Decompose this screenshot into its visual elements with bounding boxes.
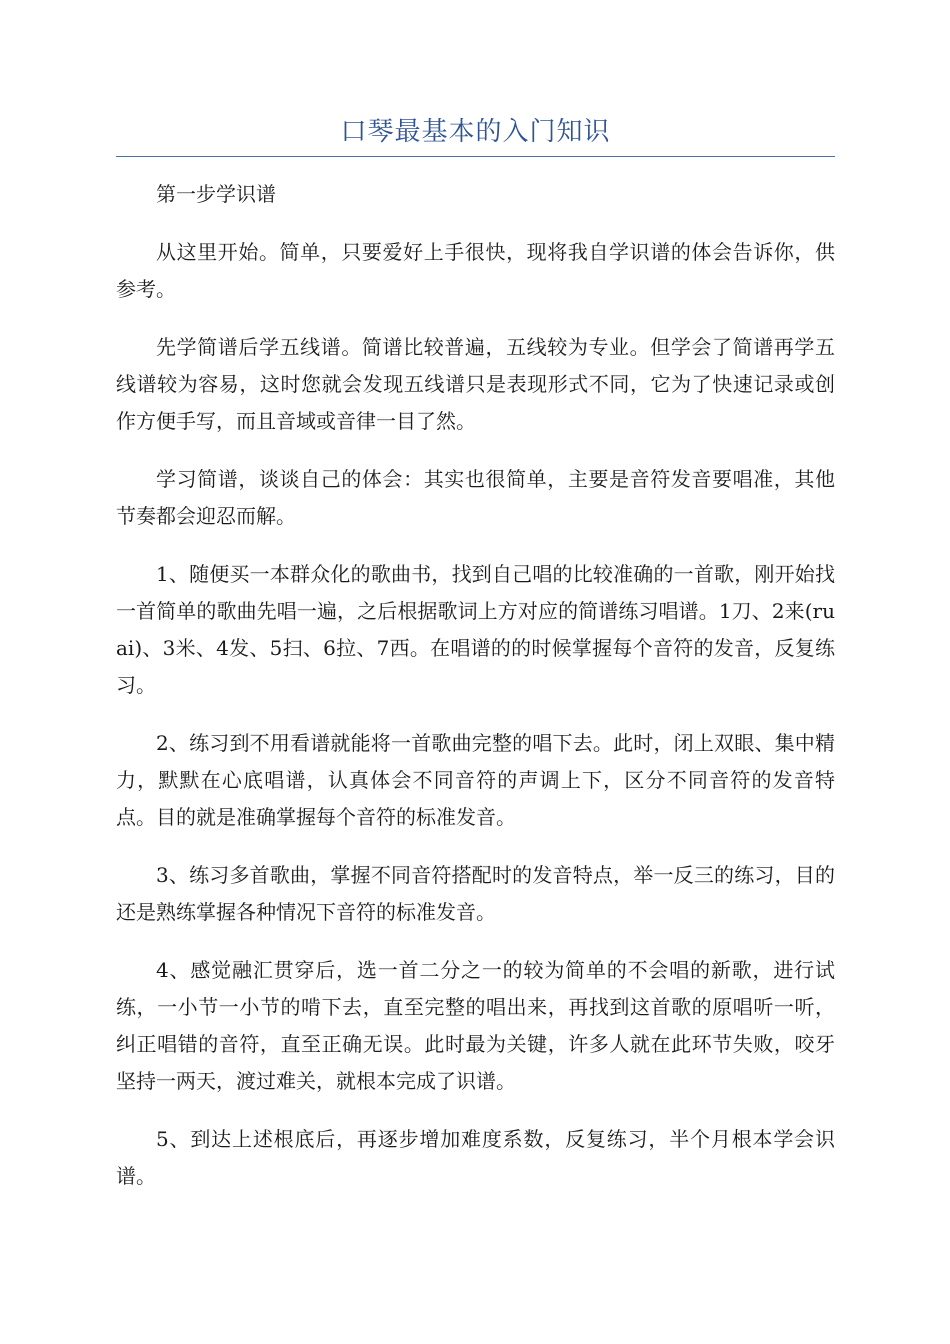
paragraph-step-5: 5、到达上述根底后，再逐步增加难度系数，反复练习，半个月根本学会识谱。 — [116, 1127, 835, 1188]
paragraph-simplified-notation: 先学简谱后学五线谱。简谱比较普遍，五线较为专业。但学会了简谱再学五线谱较为容易，这时您就会发现五线谱只是表现形式不同，它为了快速记录或创作方便手写，而且音域或音律一目了然。 — [116, 335, 835, 433]
paragraph-step-4: 4、感觉融汇贯穿后，选一首二分之一的较为简单的不会唱的新歌，进行试练，一小节一小节的啃下去，直至完整的唱出来，再找到这首歌的原唱听一听，纠正唱错的音符，直至正确无误。此时最为关键，许多人就在此环节失败，咬牙坚持一两天，渡过难关，就根本完成了识谱。 — [116, 958, 835, 1093]
paragraph-experience: 学习简谱，谈谈自己的体会：其实也很简单，主要是音符发音要唱准，其他节奏都会迎忍而解。 — [116, 467, 835, 528]
section-heading: 第一步学识谱 — [156, 182, 276, 206]
title-header — [116, 112, 835, 157]
paragraph-step-3: 3、练习多首歌曲，掌握不同音符搭配时的发音特点，举一反三的练习，目的还是熟练掌握各种情况下音符的标准发音。 — [116, 863, 835, 924]
paragraph-intro: 从这里开始。简单，只要爱好上手很快，现将我自学识谱的体会告诉你，供参考。 — [116, 240, 835, 301]
document-body — [116, 176, 835, 1216]
paragraph-step-1: 1、随便买一本群众化的歌曲书，找到自己唱的比较准确的一首歌，刚开始找一首简单的歌曲先唱一遍，之后根据歌词上方对应的简谱练习唱谱。1刀、2来(ruai)、3米、4发、5扫、6拉、7西。在唱谱的的时候掌握每个音符的发音，反复练习。 — [116, 562, 835, 697]
paragraph-step-2: 2、练习到不用看谱就能将一首歌曲完整的唱下去。此时，闭上双眼、集中精力，默默在心底唱谱，认真体会不同音符的声调上下，区分不同音符的发音特点。目的就是准确掌握每个音符的标准发音。 — [116, 731, 835, 829]
document-title: 口琴最基本的入门知识 — [340, 117, 611, 147]
